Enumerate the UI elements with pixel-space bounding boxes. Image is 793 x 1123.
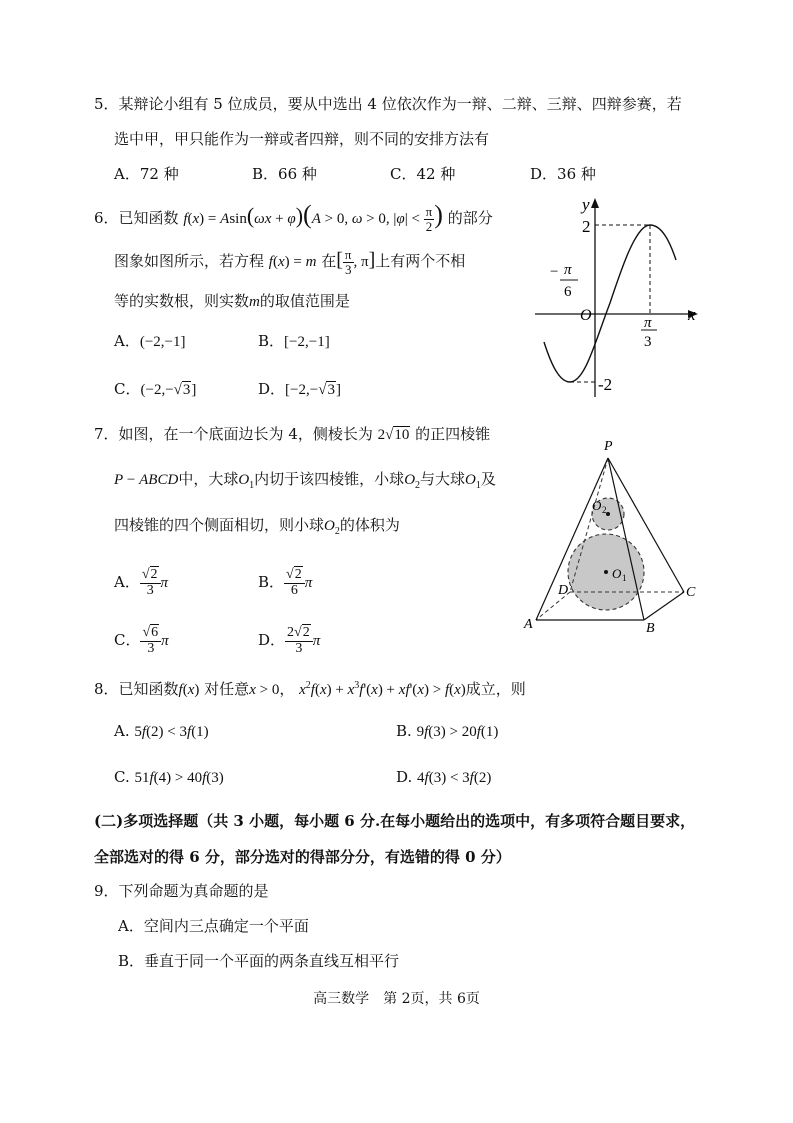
label-d: D xyxy=(558,583,569,598)
q6-option-d: D．[−2,−√3] xyxy=(258,380,341,398)
label-o2: O xyxy=(592,498,602,513)
q8-option-a: A. 5f(2) < 3f(1) xyxy=(114,722,209,740)
q5-line1: 5．某辩论小组有 5 位成员，要从中选出 4 位依次作为一辩、二辩、三辩、四辩参赛，若 xyxy=(94,95,682,113)
q7-line3: 四棱锥的四个侧面相切，则小球$O_2$的体积为 xyxy=(114,516,400,537)
q6-option-a: A．(−2,−1] xyxy=(114,332,186,350)
q7-option-c: C． $\frac{√6}{3}$ π xyxy=(114,624,169,656)
q8-stem: 8．已知函数f(x) 对任意x > 0， $x^2f(x) + x^3f'(x) + xf'(x) > f(x)$成立，则 xyxy=(94,680,526,698)
x-label: x xyxy=(688,305,696,324)
q5-option-a: A．72 种 xyxy=(114,165,179,183)
q5-line2: 选中甲，甲只能作为一辩或者四辩，则不同的安排方法有 xyxy=(114,130,490,148)
q6-sine-graph xyxy=(530,192,710,407)
q6-function: f xyxy=(183,211,188,227)
q9-option-b: B．垂直于同一个平面的两条直线互相平行 xyxy=(118,952,400,970)
q7-line1: 7．如图，在一个底面边长为 4，侧棱长为 2√10 的正四棱锥 xyxy=(94,425,491,443)
label-c: C xyxy=(686,585,696,600)
q7-line2: P − ABCD中，大球$O_1$内切于该四棱锥，小球$O_2$与大球$O_1$及 xyxy=(114,470,496,491)
q8-option-d: D. 4f(3) < 3f(2) xyxy=(396,768,492,786)
max-label: 2 xyxy=(582,217,591,236)
q7-option-a: A． $\frac{√2}{3}$ π xyxy=(114,566,169,598)
q7-pyramid-figure xyxy=(518,432,708,637)
sine-curve xyxy=(544,225,676,382)
q9-option-a: A．空间内三点确定一个平面 xyxy=(118,917,309,935)
q8-option-b: B. 9f(3) > 20f(1) xyxy=(396,722,499,740)
y-label: y xyxy=(582,195,590,214)
q6-line2: 图象如图所示，若方程 f(x) = m 在[ $\frac{\pi}{3}$ , π]上有两个不相 xyxy=(114,246,466,277)
label-b: B xyxy=(646,621,655,636)
edge-bc xyxy=(644,592,684,620)
six-label: 6 xyxy=(564,284,572,300)
q6-option-b: B．[−2,−1] xyxy=(258,332,330,350)
center-o2 xyxy=(606,512,610,516)
label-o2-sub: 2 xyxy=(602,505,607,515)
label-o1: O xyxy=(612,566,622,581)
three-label: 3 xyxy=(644,334,652,350)
center-o1 xyxy=(604,570,608,574)
neg-sign: − xyxy=(550,264,559,280)
label-o1-sub: 1 xyxy=(622,573,627,583)
q7-option-b: B． $\frac{√2}{6}$ π xyxy=(258,566,313,598)
min-label: -2 xyxy=(598,375,613,394)
q8-option-c: C. 51f(4) > 40f(3) xyxy=(114,768,224,786)
origin-label: O xyxy=(580,307,592,324)
neg-pi-label: π xyxy=(564,262,572,278)
q5-option-d: D．36 种 xyxy=(530,165,596,183)
q6-prefix: 6．已知函数 xyxy=(94,209,179,227)
q5-option-b: B．66 种 xyxy=(252,165,317,183)
q7-option-d: D． $\frac{2√2}{3}$ π xyxy=(258,624,321,656)
q6-option-c: C．(−2,−√3] xyxy=(114,380,197,398)
label-a: A xyxy=(524,617,533,632)
q6-line3: 等的实数根，则实数m的取值范围是 xyxy=(114,292,350,310)
q6-suffix: 的部分 xyxy=(447,209,493,227)
pi-label: π xyxy=(644,315,652,331)
label-p: P xyxy=(604,439,613,454)
section2-heading-line1: (二)多项选择题（共 3 小题，每小题 6 分.在每小题给出的选项中，有多项符合题目要求， xyxy=(94,812,696,830)
page-footer: 高三数学 第 2页，共 6页 xyxy=(313,991,480,1007)
q5-option-c: C．42 种 xyxy=(390,165,456,183)
q6-stem: 6．已知函数 f(x) = Asin(ωx + φ)(A > 0, ω > 0, |φ| < $\frac{\pi}{2}$ ) 的部分 xyxy=(94,200,493,234)
y-axis-arrow-icon xyxy=(591,198,599,208)
section2-heading-line2: 全部选对的得 6 分，部分选对的得部分分，有选错的得 0 分） xyxy=(94,848,511,866)
q9-stem: 9．下列命题为真命题的是 xyxy=(94,882,269,900)
